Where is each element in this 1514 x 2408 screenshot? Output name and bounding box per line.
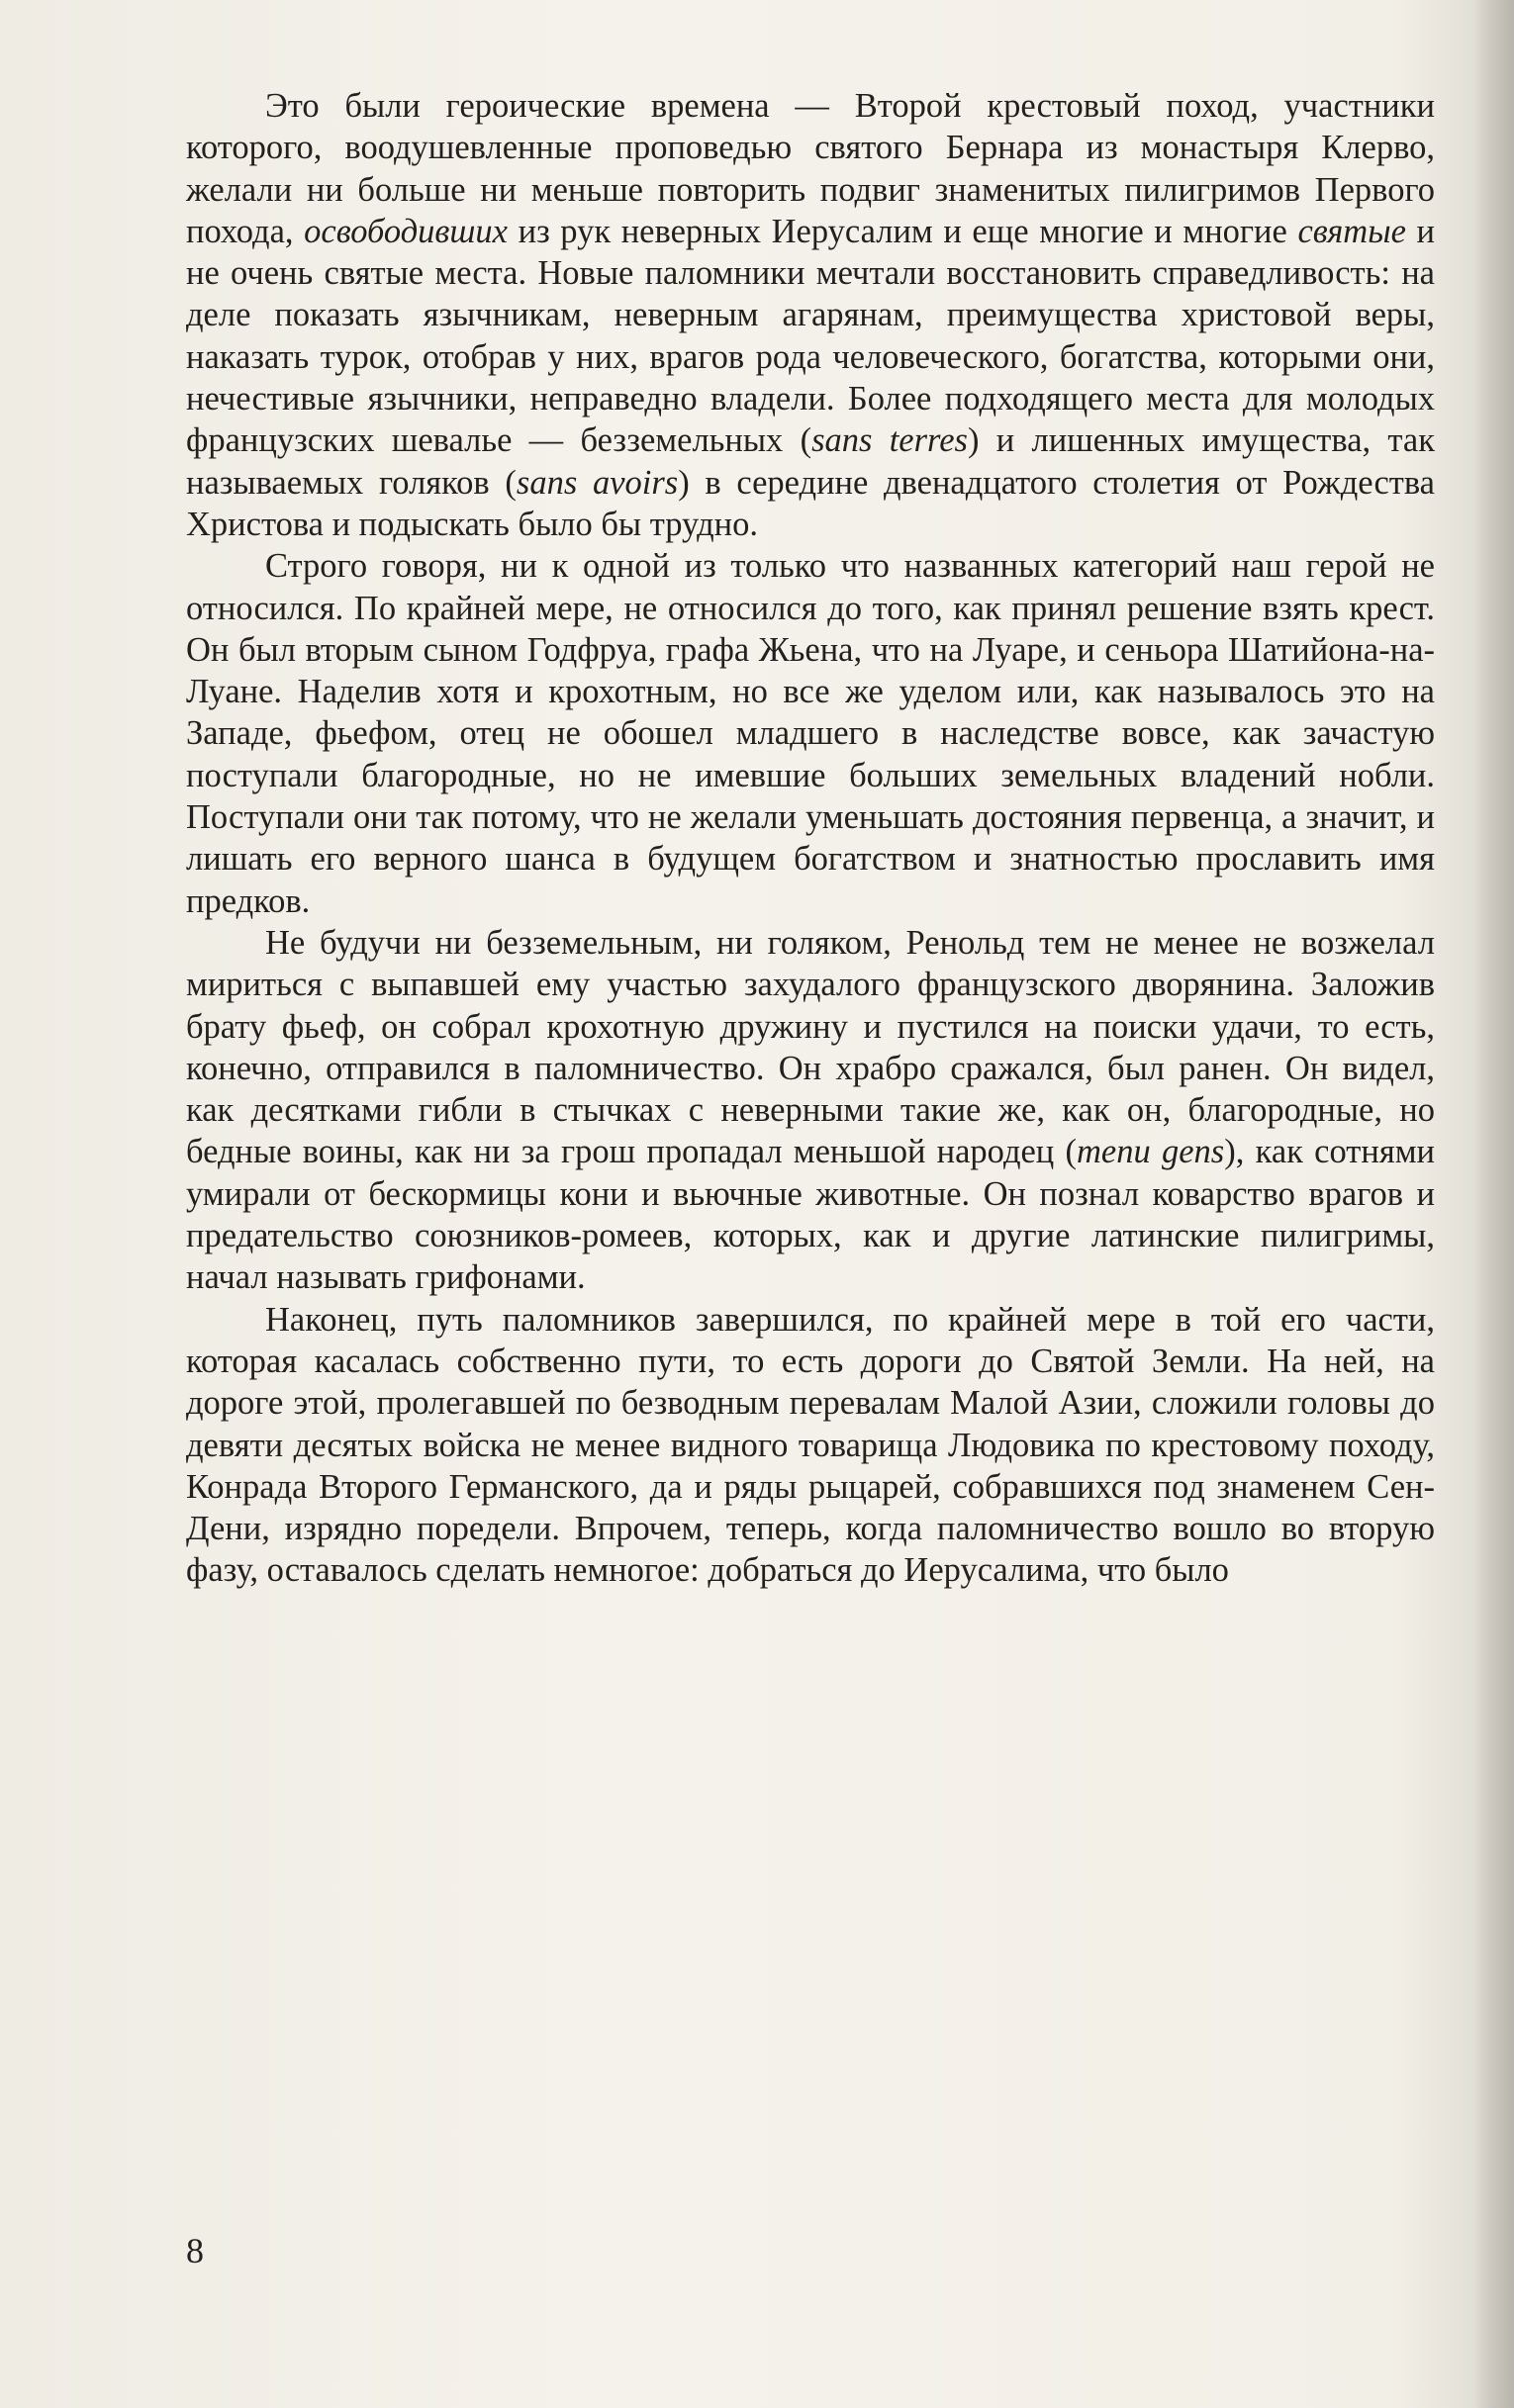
paragraph [186,545,1435,922]
paragraph [186,922,1435,1299]
page-spine-shadow [1474,0,1514,2408]
text-run: и не очень святые места. Новые паломники мечтали восстановить справедливость: на деле показать язычникам, неверным агарянам, преимущества христовой веры, наказать турок, отобрав у них, врагов рода человеческого, богатства, которыми они, нечестивые язычники, неправедно владели. Более подходящего места для молодых французских шевалье — безземельных ( [186,212,1435,460]
text-run: Наконец, путь паломников завершился, по крайней мере в той его части, которая касалась собственно пути, то есть дороги до Святой Земли. На ней, на дороге этой, пролегавшей по безводным перевалам Малой Азии, сложили головы до девяти десятых войска не менее видного товарища Людовика по крестовому походу, Конрада Второго Германского, да и ряды рыцарей, собравшихся под знаменем Сен-Дени, изрядно поредели. Впрочем, теперь, когда паломничество вошло во вторую фазу, оставалось сделать немногое: добраться до Иерусалима, что было [186,1300,1435,1590]
italic-text: святые [1297,212,1406,250]
italic-text: sans avoirs [516,463,679,502]
text-run: Строго говоря, ни к одной из только что названных категорий наш герой не относился. По крайней мере, не относился до того, как принял решение взять крест. Он был вторым сыном Годфруа, графа Жьена, что на Луаре, и сеньора Шатийона-на-Луане. Наделив хотя и крохотным, но все же уделом или, как называлось это на Западе, фьефом, отец не обошел младшего в наследстве вовсе, как зачастую поступали благородные, но не имевшие больших земельных владений нобли. Поступали они так потому, что не желали уменьшать достояния первенца, а значит, и лишать его верного шанса в будущем богатством и знатностью прославить имя предков. [186,547,1435,920]
text-run: Не будучи ни безземельным, ни голяком, Ренольд тем не менее не возжелал мириться с выпавшей ему участью захудалого французского дворянина. Заложив брату фьеф, он собрал крохотную дружину и пустился на поиски удачи, то есть, конечно, отправился в паломничество. Он храбро сражался, был ранен. Он видел, как десятками гибли в стычках с неверными такие же, как он, благородные, но бедные воины, как ни за грош пропадал меньшой народец ( [186,923,1435,1171]
text-run: Это были героические времена — Второй крестовый поход, участники которого, воодушевленные проповедью святого Бернара из монастыря Клерво, желали ни больше ни меньше повторить подвиг знаменитых пилигримов Первого похода, [186,87,1435,250]
text-run: из рук неверных Иерусалим и еще многие и многие [508,212,1298,250]
page-number: 8 [186,2231,204,2270]
text-run: ), как сотнями умирали от бескормицы кони и вьючные животные. Он познал коварство врагов и предательство союзников-ромеев, которых, как и другие латинские пилигримы, начал называть грифонами. [186,1133,1435,1297]
paragraph [186,1299,1435,1592]
paragraph [186,85,1435,545]
text-run: ) в середине двенадцатого столетия от Рождества Христова и подыскать было бы трудно. [186,463,1435,543]
text-run: ) и лишенных имущества, так называемых голяков ( [186,421,1435,502]
italic-text: sans terres [811,421,968,460]
body-text [186,85,1435,1592]
italic-text: menu gens [1077,1133,1225,1171]
italic-text: освободивших [304,212,508,250]
